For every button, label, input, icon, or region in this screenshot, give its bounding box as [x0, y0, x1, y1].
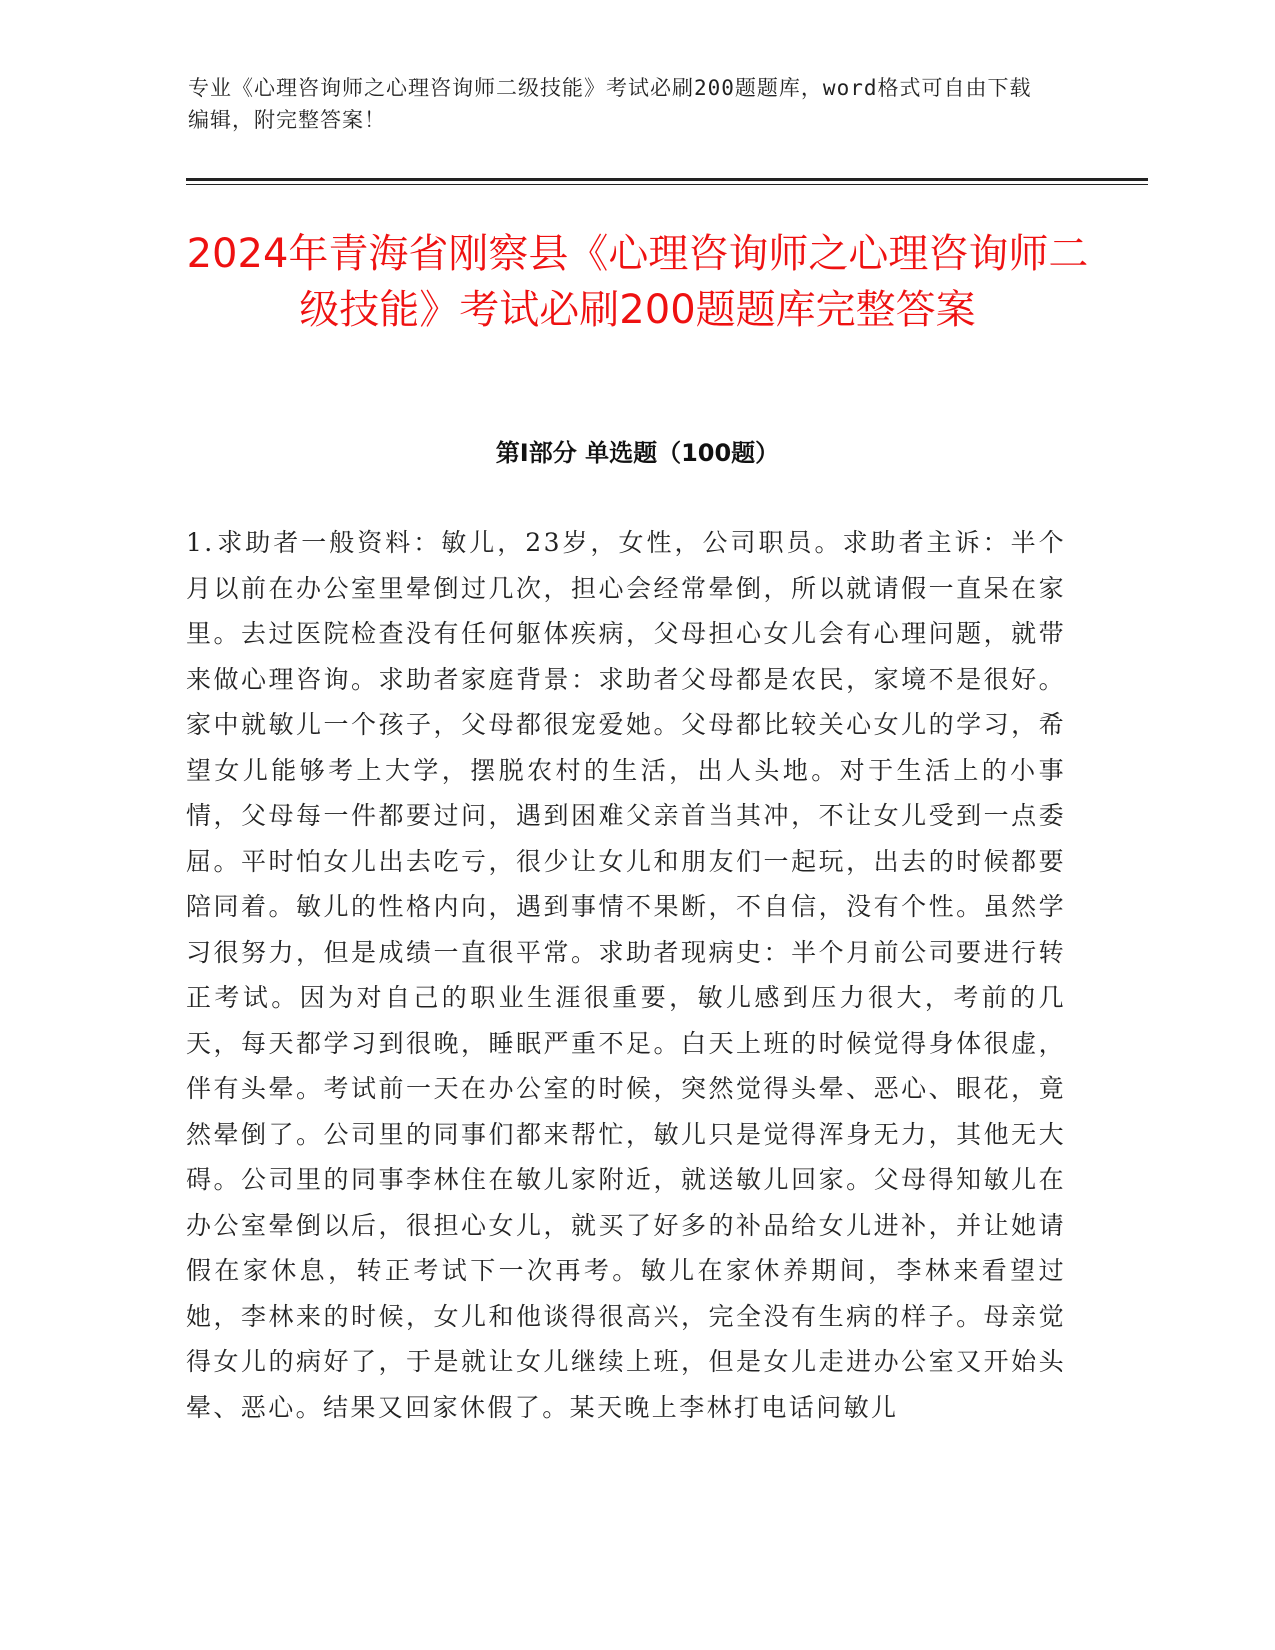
document-title: 2024年青海省刚察县《心理咨询师之心理咨询师二级技能》考试必刷200题题库完整答案 [186, 231, 1089, 333]
question-item [186, 520, 1066, 1430]
header-divider-thin [186, 184, 1148, 185]
question-number: 1. [186, 528, 215, 557]
question-text: 求助者一般资料：敏儿，23岁，女性，公司职员。求助者主诉：半个月以前在办公室里晕倒过几次，担心会经常晕倒，所以就请假一直呆在家里。去过医院检查没有任何躯体疾病，父母担心女儿会有心理问题，就带来做心理咨询。求助者家庭背景：求助者父母都是农民，家境不是很好。家中就敏儿一个孩子，父母都很宠爱她。父母都比较关心女儿的学习，希望女儿能够考上大学，摆脱农村的生活，出人头地。对于生活上的小事情，父母每一件都要过问，遇到困难父亲首当其冲，不让女儿受到一点委屈。平时怕女儿出去吃亏，很少让女儿和朋友们一起玩，出去的时候都要陪同着。敏儿的性格内向，遇到事情不果断，不自信，没有个性。虽然学习很努力，但是成绩一直很平常。求助者现病史：半个月前公司要进行转正考试。因为对自己的职业生涯很重要，敏儿感到压力很大，考前的几天，每天都学习到很晚，睡眠严重不足。白天上班的时候觉得身体很虚，伴有头晕。考试前一天在办公室的时候，突然觉得头晕、恶心、眼花，竟然晕倒了。公司里的同事们都来帮忙，敏儿只是觉得浑身无力，其他无大碍。公司里的同事李林住在敏儿家附近，就送敏儿回家。父母得知敏儿在办公室晕倒以后，很担心女儿，就买了好多的补品给女儿进补，并让她请假在家休息，转正考试下一次再考。敏儿在家休养期间，李林来看望过她，李林来的时候，女儿和他谈得很高兴，完全没有生病的样子。母亲觉得女儿的病好了，于是就让女儿继续上班，但是女儿走进办公室又开始头晕、恶心。结果又回家休假了。某天晚上李林打电话问敏儿 [186, 528, 1066, 1422]
header-divider-thick [186, 178, 1148, 181]
header-note: 专业《心理咨询师之心理咨询师二级技能》考试必刷200题题库，word格式可自由下载编辑，附完整答案！ [188, 76, 1032, 132]
section-heading: 第I部分 单选题（100题） [495, 439, 780, 467]
